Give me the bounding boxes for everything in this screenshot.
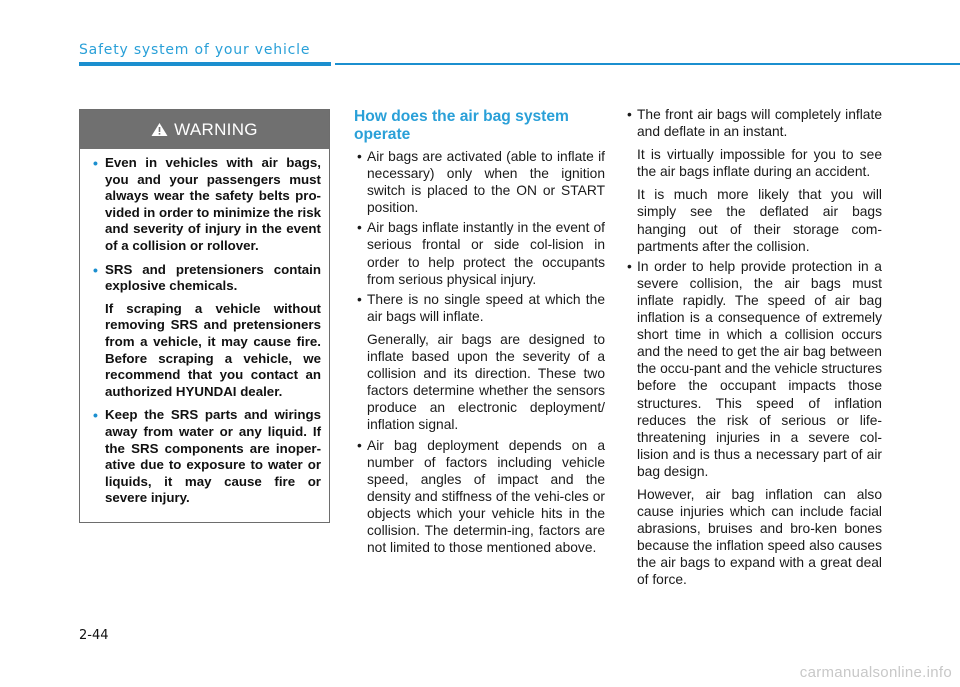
list-item xyxy=(355,437,605,557)
list-item xyxy=(355,148,605,216)
list-item xyxy=(355,291,605,434)
bullet-icon: • xyxy=(357,220,362,236)
warning-paragraph: If scraping a vehicle without removing SRS and pretensioners from a vehicle, it may cause fire. Before scraping a vehicle, we recommend that you contact an authorized HYUNDAI dealer. xyxy=(105,300,321,399)
body-paragraph: However, air bag inflation can also cause injuries which can include facial abrasions, bruises and bro-ken bones because the inflation speed also causes the air bags to expand with a great deal of force. xyxy=(637,486,882,588)
warning-title: WARNING xyxy=(174,119,258,139)
warning-paragraph: Keep the SRS parts and wirings away from water or any liquid. If the SRS components are inoper-ative due to exposure to water or liquids, it may cause fire or severe injury. xyxy=(105,407,321,506)
warning-item xyxy=(95,407,321,507)
warning-triangle-icon xyxy=(151,122,168,137)
watermark: carmanualsonline.info xyxy=(799,664,952,681)
body-paragraph: It is virtually impossible for you to see the air bags inflate during an accident. xyxy=(637,147,882,180)
warning-box xyxy=(79,109,330,523)
bullet-icon: • xyxy=(357,149,362,164)
body-paragraph: The front air bags will completely inflate and deflate in an instant. xyxy=(637,107,882,140)
bullet-icon: • xyxy=(93,261,98,278)
body-paragraph: It is much more likely that you will simply see the deflated air bags hanging out of their storage com-partments after the collision. xyxy=(637,187,882,254)
right-column xyxy=(625,106,882,592)
list-item xyxy=(625,258,882,589)
bullet-icon: • xyxy=(627,107,632,122)
bullet-icon: • xyxy=(627,258,632,274)
header-rule-thick xyxy=(79,62,331,66)
body-paragraph: Air bags are activated (able to inflate if necessary) only when the ignition switch is placed to the ON or START position. xyxy=(367,149,605,216)
bullet-icon: • xyxy=(93,155,98,171)
warning-paragraph: SRS and pretensioners contain explosive chemicals. xyxy=(105,261,321,294)
warning-item xyxy=(95,262,321,401)
article-heading: How does the air bag system operate xyxy=(354,108,569,143)
bullet-icon: • xyxy=(93,407,98,424)
warning-item xyxy=(95,155,321,255)
body-paragraph: Air bags inflate instantly in the event of serious frontal or side col-lision in order to help protect the occupants from serious physical injury. xyxy=(367,220,605,287)
body-paragraph: In order to help provide protection in a severe collision, the air bags must inflate rapidly. The speed of air bag inflation is a consequence of extremely short time in which a collision occurs and the need to get the air bag between the occu-pant and the vehicle structures before the occupant impacts those structures. This speed of inflation reduces the risk of serious or life-threatening injuries in a severe col-lision and is thus a necessary part of air bag design. xyxy=(637,258,882,479)
warning-header xyxy=(80,110,329,149)
body-paragraph: There is no single speed at which the air bags will inflate. xyxy=(367,291,605,324)
warning-paragraph: Even in vehicles with air bags, you and your passengers must always wear the safety belts pro-vided in order to minimize the risk and severity of injury in the event of a collision or rollover. xyxy=(105,155,321,253)
header-rule-thin xyxy=(335,63,960,65)
list-item xyxy=(355,219,605,287)
warning-body xyxy=(80,149,329,507)
body-paragraph: Generally, air bags are designed to inflate based upon the severity of a collision and its direction. These two factors determine whether the sensors produce an electronic deployment/ inflation signal. xyxy=(367,331,605,433)
page-number: 2-44 xyxy=(79,628,109,643)
list-item xyxy=(625,106,882,255)
bullet-icon: • xyxy=(357,437,362,453)
section-title: Safety system of your vehicle xyxy=(79,42,311,58)
middle-column xyxy=(355,148,605,559)
bullet-icon: • xyxy=(357,291,362,307)
body-paragraph: Air bag deployment depends on a number of factors including vehicle speed, angles of impact and the density and stiffness of the vehi-cles or objects which your vehicle hits in the collision. The determin-ing, factors are not limited to those mentioned above. xyxy=(367,437,605,556)
